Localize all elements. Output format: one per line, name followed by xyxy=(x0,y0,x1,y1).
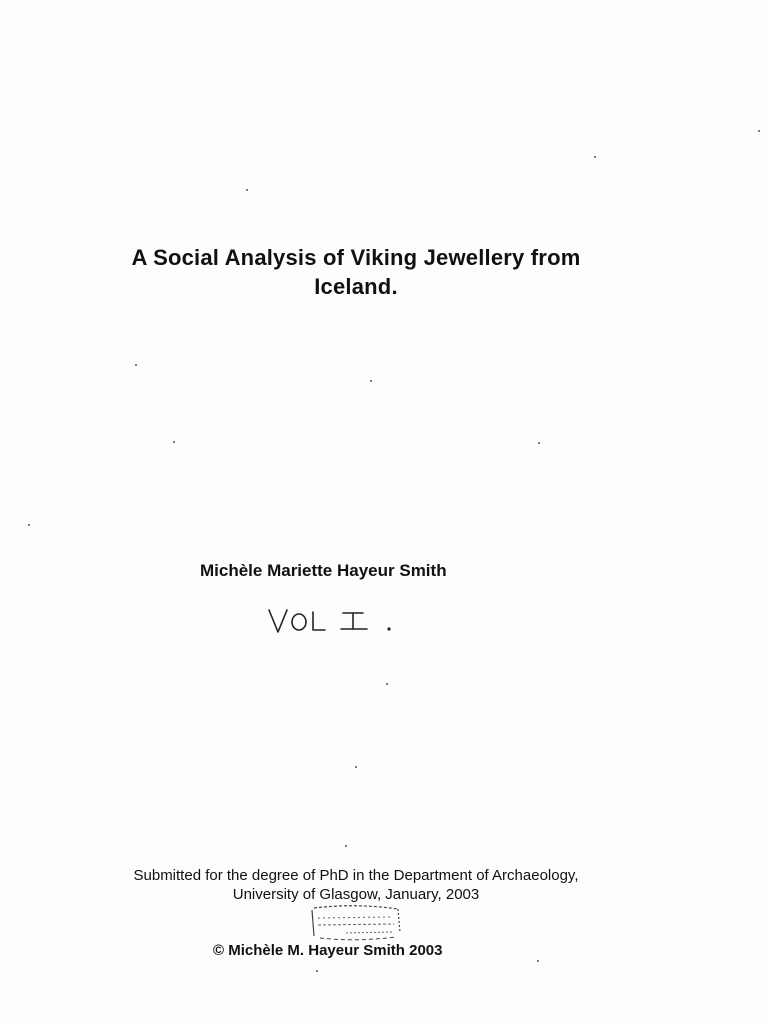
copyright-notice: © Michèle M. Hayeur Smith 2003 xyxy=(213,942,443,959)
scan-speck xyxy=(355,766,357,768)
author-name: Michèle Mariette Hayeur Smith xyxy=(200,561,447,580)
scan-speck xyxy=(135,364,137,366)
library-stamp xyxy=(306,902,406,944)
submission-line-1: Submitted for the degree of PhD in the Department of Archaeology, xyxy=(133,867,579,884)
scan-speck xyxy=(538,442,540,444)
scan-speck xyxy=(594,156,596,158)
scan-speck xyxy=(370,380,372,382)
scan-speck xyxy=(386,683,388,685)
scan-speck xyxy=(537,960,539,962)
submission-statement xyxy=(0,866,712,904)
thesis-title-line-1: A Social Analysis of Viking Jewellery from xyxy=(131,245,581,270)
submission-line-2: University of Glasgow, January, 2003 xyxy=(232,886,480,903)
scan-speck xyxy=(758,130,760,132)
scan-speck xyxy=(345,845,347,847)
thesis-title xyxy=(0,243,712,301)
scan-speck xyxy=(246,189,248,191)
handwritten-volume-note xyxy=(265,600,405,640)
scan-speck xyxy=(173,441,175,443)
scan-speck xyxy=(28,524,30,526)
thesis-title-line-2: Iceland. xyxy=(314,274,398,299)
scan-speck xyxy=(316,970,318,972)
